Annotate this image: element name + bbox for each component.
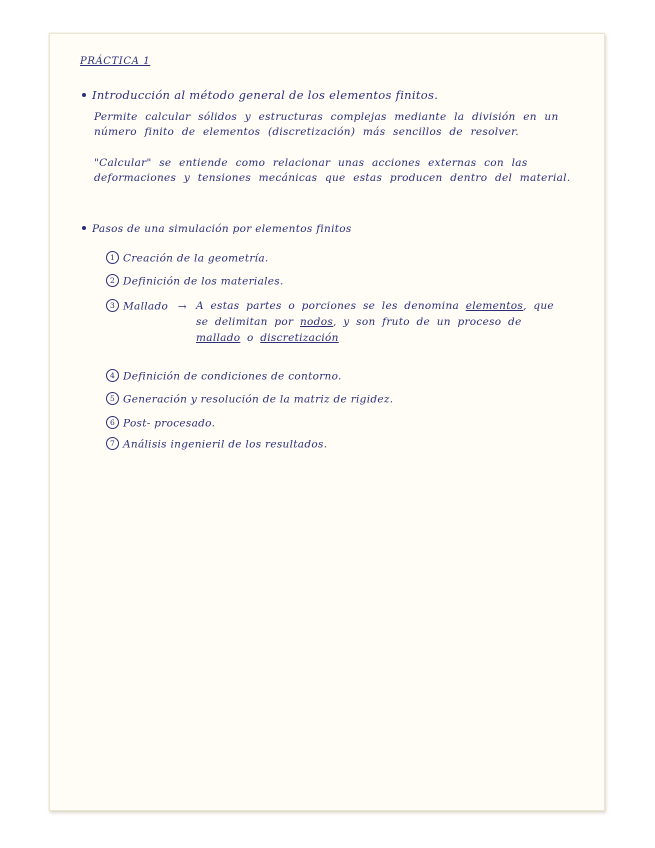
step-7 — [106, 438, 327, 451]
step-number: 7 — [106, 437, 119, 450]
step-number: 2 — [106, 274, 119, 287]
step-4 — [106, 370, 342, 383]
bullet-icon — [82, 226, 86, 230]
step-number: 1 — [106, 251, 119, 264]
term-nodos: nodos — [300, 316, 334, 328]
step-5 — [106, 393, 393, 406]
step-number: 4 — [106, 369, 119, 382]
intro-paragraph-2: "Calcular" se entiende como relacionar unas acciones externas con las deformaciones y tensiones mecánicas que estas producen dentro del material. — [94, 157, 571, 184]
pasos-heading-text: Pasos de una simulación por elementos finitos — [92, 223, 352, 235]
arrow-icon: → — [177, 300, 187, 313]
step-text: Post- procesado. — [123, 417, 216, 430]
mallado-note-part4: o — [246, 332, 254, 344]
step-2 — [106, 275, 284, 288]
step-text: Definición de condiciones de contorno. — [123, 370, 342, 383]
mallado-note-part2: , que se delimitan por — [196, 300, 554, 328]
step-text: Mallado — [123, 300, 169, 313]
step-text: Definición de los materiales. — [123, 275, 284, 288]
paper-sheet — [49, 33, 605, 811]
step-number: 5 — [106, 392, 119, 405]
mallado-note-part1: A estas partes o porciones se les denomina — [196, 300, 460, 312]
step-text: Generación y resolución de la matriz de rigidez. — [123, 393, 394, 406]
step-3 — [106, 300, 187, 313]
mallado-note-part3: , y son fruto de un proceso de — [333, 316, 522, 328]
step-number: 3 — [106, 299, 119, 312]
page-title: PRÁCTICA 1 — [80, 56, 151, 67]
intro-heading-text: Introducción al método general de los elementos finitos. — [92, 88, 439, 102]
pasos-heading — [82, 223, 352, 235]
step-1 — [106, 252, 269, 265]
term-discretizacion: discretización — [260, 332, 339, 344]
mallado-note — [196, 298, 571, 346]
bullet-icon — [82, 93, 86, 97]
term-mallado: mallado — [196, 332, 241, 344]
step-text: Creación de la geometría. — [123, 252, 269, 265]
step-6 — [106, 417, 215, 430]
step-number: 6 — [106, 416, 119, 429]
step-text: Análisis ingenieril de los resultados. — [123, 438, 328, 451]
intro-heading — [82, 88, 438, 102]
intro-paragraph-1: Permite calcular sólidos y estructuras complejas mediante la división en un número finito de elementos (discretización) más sencillos de resolver. — [94, 111, 559, 138]
term-elementos: elementos — [465, 300, 524, 312]
